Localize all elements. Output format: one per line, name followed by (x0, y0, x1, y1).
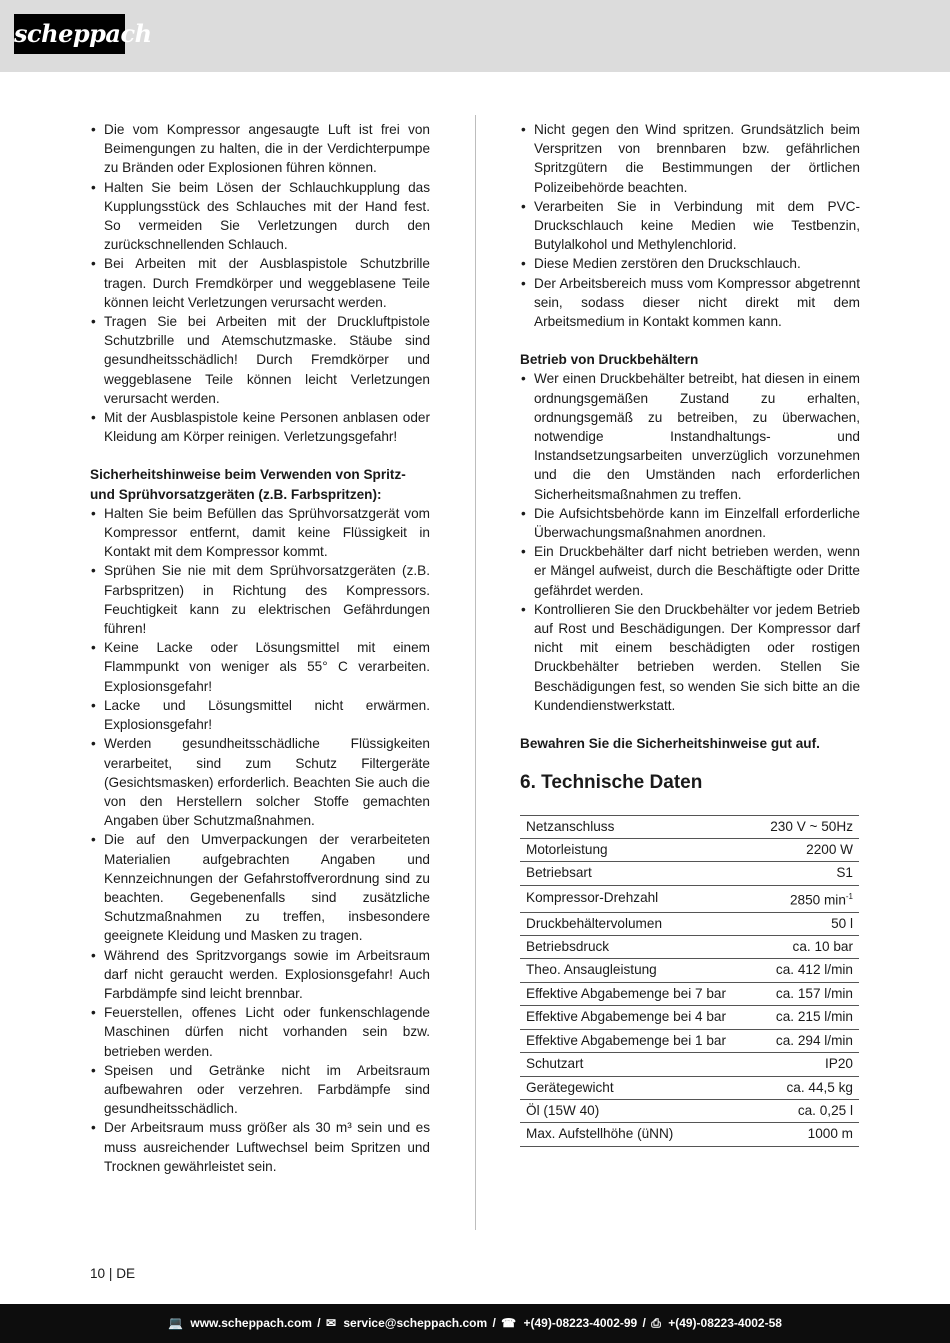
phone-icon: ☎ (501, 1316, 517, 1330)
spec-value: ca. 215 l/min (754, 1006, 859, 1029)
spec-value: IP20 (754, 1053, 859, 1076)
list-item: • Die vom Kompressor angesaugte Luft ist frei von Beimengungen zu halten, die in der Verdichterpumpe zu Bränden oder Explosionen führen können. (90, 120, 430, 178)
spec-value: ca. 157 l/min (754, 982, 859, 1005)
tech-data-title: 6. Technische Daten (520, 772, 703, 794)
table-row (520, 838, 859, 861)
table-row (520, 862, 859, 885)
footer-phone: +(49)-08223-4002-99 (523, 1316, 638, 1330)
list-item: • Lacke und Lösungsmittel nicht erwärmen. Explosionsgefahr! (90, 696, 430, 734)
spec-value: S1 (754, 862, 859, 885)
list-item: • Diese Medien zerstören den Druckschlauch. (520, 254, 860, 273)
list-item: • Nicht gegen den Wind spritzen. Grundsätzlich beim Verspritzen von brennbaren bzw. gefährlichen Spritzgütern die Bestimmungen der örtlichen Polizeibehörde beachten. (520, 120, 860, 197)
table-row (520, 1053, 859, 1076)
spec-label: Effektive Abgabemenge bei 1 bar (520, 1029, 754, 1052)
table-row (520, 1099, 859, 1122)
table-row (520, 1029, 859, 1052)
footer-fax: +(49)-08223-4002-58 (668, 1316, 782, 1330)
list-item: • Die Aufsichtsbehörde kann im Einzelfall erforderliche Überwachungsmaßnahmen anordnen. (520, 504, 860, 542)
spray-bullet-list (90, 504, 430, 1176)
list-item: • Sprühen Sie nie mit dem Sprühvorsatzgeräten (z.B. Farbspritzen) in Richtung des Kompressors. Feuchtigkeit kann zu elektrischen Gefährdungen führen! (90, 561, 430, 638)
spec-value: 2850 $\min^{-1}$ (754, 885, 859, 912)
spec-label: Motorleistung (520, 838, 754, 861)
rpm-superscript: -1 (845, 891, 853, 901)
list-item: • Feuerstellen, offenes Licht oder funkenschlagende Maschinen dürfen nicht vorhanden sein bzw. betrieben werden. (90, 1003, 430, 1061)
list-item: • Ein Druckbehälter darf nicht betrieben werden, wenn er Mängel aufweist, durch die Beschäftigte oder Dritte gefährdet werden. (520, 542, 860, 600)
footer-mail[interactable]: service@scheppach.com (343, 1316, 488, 1330)
list-item: • Mit der Ausblaspistole keine Personen anblasen oder Kleidung am Körper reinigen. Verletzungsgefahr! (90, 408, 430, 446)
table-row (520, 885, 859, 912)
table-row (520, 1123, 859, 1146)
list-item: • Der Arbeitsbereich muss vom Kompressor abgetrennt sein, sodass dieser nicht direkt mit dem Arbeitsmedium in Kontakt kommen kann. (520, 274, 860, 332)
spec-label: Schutzart (520, 1053, 754, 1076)
brand-logo: scheppach (14, 14, 125, 54)
list-item: • Wer einen Druckbehälter betreibt, hat diesen in einem ordnungsgemäßen Zustand zu erhalten, ordnungsgemäß zu betreiben, zu überwachen, notwendige Instandhaltungs- und Instandsetzungsarbeiten unverzüglich vorzunehmen und die den Umständen nach erforderlichen Sicherheitsmaßnahmen zu treffen. (520, 369, 860, 503)
table-row (520, 1076, 859, 1099)
tech-data-table (520, 815, 859, 1147)
spec-label: Kompressor-Drehzahl (520, 885, 754, 912)
list-item: • Halten Sie beim Lösen der Schlauchkupplung das Kupplungsstück des Schlauches mit der Hand fest. So vermeiden Sie Verletzungen durch den zurückschnellenden Schlauch. (90, 178, 430, 255)
spec-value: 50 l (754, 912, 859, 935)
spec-label: Öl (15W 40) (520, 1099, 754, 1122)
spec-label: Netzanschluss (520, 815, 754, 838)
right-column (520, 120, 860, 1147)
page-separator: | (108, 1266, 117, 1281)
table-row (520, 936, 859, 959)
list-item: • Verarbeiten Sie in Verbindung mit dem PVC-Druckschlauch keine Medien wie Testbenzin, Butylalkohol und Methylenchlorid. (520, 197, 860, 255)
spec-label: Effektive Abgabemenge bei 4 bar (520, 1006, 754, 1029)
spec-value: 2200 W (754, 838, 859, 861)
pressure-bullet-list (520, 369, 860, 715)
list-item: • Kontrollieren Sie den Druckbehälter vor jedem Betrieb auf Rost und Beschädigungen. Der Kompressor darf nicht mit einem beschädigten oder rostigen Druckbehälter betrieben werden. Stellen Sie Beschädigungen fest, so wenden Sie sich bitte an die Kundendienstwerkstatt. (520, 600, 860, 715)
table-row (520, 959, 859, 982)
list-item: • Werden gesundheitsschädliche Flüssigkeiten verarbeitet, sind zum Schutz Filtergeräte (Gesichtsmasken) erforderlich. Beachten Sie auch die von den Herstellern solcher Stoffe gemachten Angaben über Schutzmaßnahmen. (90, 734, 430, 830)
spec-label: Gerätegewicht (520, 1076, 754, 1099)
page-header (0, 0, 950, 72)
spec-value: ca. 10 bar (754, 936, 859, 959)
table-row (520, 912, 859, 935)
column-divider (475, 115, 476, 1230)
left-column (90, 120, 430, 1176)
list-item: • Während des Spritzvorgangs sowie im Arbeitsraum darf nicht geraucht werden. Explosionsgefahr! Auch Farbdämpfe sind leicht brennbar. (90, 946, 430, 1004)
list-item: • Die auf den Umverpackungen der verarbeiteten Materialien aufgebrachten Angaben und Kennzeichnungen der Gefahrstoffverordnung sind zu beachten. Gegebenenfalls sind zusätzliche Schutzmaßnahmen zu treffen, insbesondere geeignete Kleidung und Masken zu tragen. (90, 830, 430, 945)
list-item: • Speisen und Getränke nicht im Arbeitsraum aufbewahren oder verzehren. Farbdämpfe sind gesundheitsschädlich. (90, 1061, 430, 1119)
spec-label: Betriebsdruck (520, 936, 754, 959)
closing-note: Bewahren Sie die Sicherheitshinweise gut auf. (520, 736, 820, 752)
spec-label: Effektive Abgabemenge bei 7 bar (520, 982, 754, 1005)
spec-value: ca. 0,25 l (754, 1099, 859, 1122)
spec-label: Max. Aufstellhöhe (üNN) (520, 1123, 754, 1146)
table-row (520, 815, 859, 838)
table-row (520, 982, 859, 1005)
spec-value: 230 V ~ 50Hz (754, 815, 859, 838)
spec-value: 1000 m (754, 1123, 859, 1146)
list-item: • Halten Sie beim Befüllen das Sprühvorsatzgerät vom Kompressor entfernt, damit keine Flüssigkeit in Kontakt mit dem Kompressor kommt. (90, 504, 430, 562)
page-footer: 💻 www.scheppach.com / ✉ service@scheppach.com / ☎ +(49)-08223-4002-99 / ⎙ +(49)-08223-4002-58 (0, 1304, 950, 1343)
spec-label: Theo. Ansaugleistung (520, 959, 754, 982)
left-bullet-list (90, 120, 430, 446)
spec-value: ca. 44,5 kg (754, 1076, 859, 1099)
mail-icon: ✉ (325, 1316, 337, 1330)
spec-value: ca. 294 l/min (754, 1029, 859, 1052)
list-item: • Keine Lacke oder Lösungsmittel mit einem Flammpunkt von weniger als 55° C verarbeiten. Explosionsgefahr! (90, 638, 430, 696)
computer-icon: 💻 (168, 1316, 184, 1330)
fax-icon: ⎙ (651, 1316, 661, 1330)
spec-label: Druckbehältervolumen (520, 912, 754, 935)
page-number-value: 10 (90, 1266, 106, 1281)
pressure-vessel-heading: Betrieb von Druckbehältern (520, 352, 699, 368)
spec-label: Betriebsart (520, 862, 754, 885)
list-item: • Der Arbeitsraum muss größer als 30 m³ sein und es muss ausreichender Luftwechsel beim Spritzen und Trocknen gewährleistet sein. (90, 1118, 430, 1176)
table-row (520, 1006, 859, 1029)
list-item: • Bei Arbeiten mit der Ausblaspistole Schutzbrille tragen. Durch Fremdkörper und weggeblasene Teile können leicht Verletzungen verursacht werden. (90, 254, 430, 312)
page-language: DE (116, 1266, 136, 1281)
page-number (90, 1266, 135, 1281)
footer-web[interactable]: www.scheppach.com (190, 1316, 312, 1330)
spec-value: ca. 412 l/min (754, 959, 859, 982)
list-item: • Tragen Sie bei Arbeiten mit der Druckluftpistole Schutzbrille und Atemschutzmaske. Stäube sind gesundheitsschädlich! Durch Fremdkörper und weggeblasene Teile können leicht Verletzungen verursacht werden. (90, 312, 430, 408)
right-bullet-list (520, 120, 860, 331)
spray-safety-heading: Sicherheitshinweise beim Verwenden von Spritz- und Sprühvorsatzgeräten (z.B. Farbspritzen): (90, 467, 406, 502)
